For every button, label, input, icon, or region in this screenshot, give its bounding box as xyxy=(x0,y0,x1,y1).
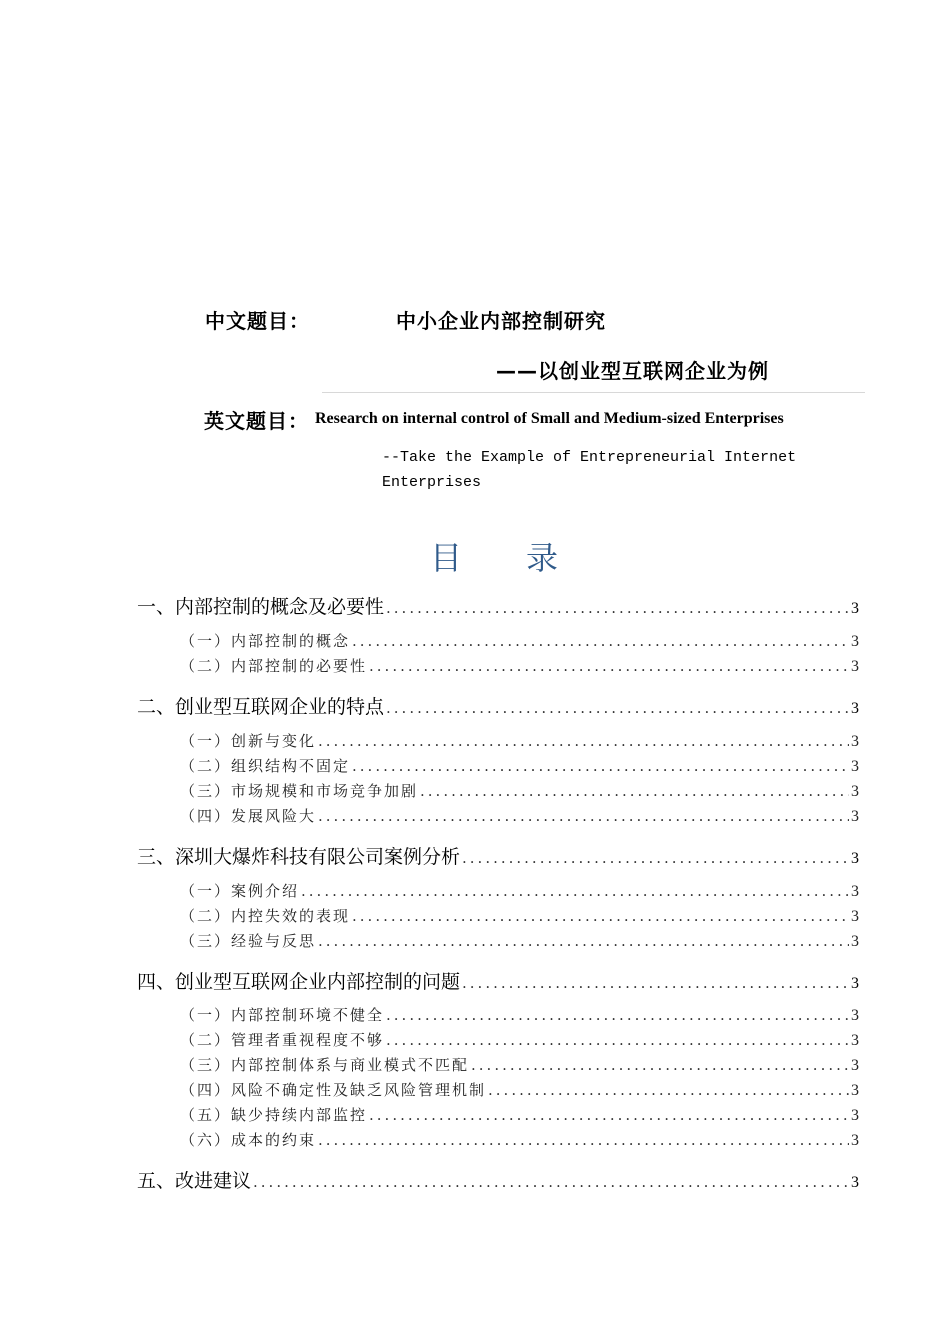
toc-entry-title: （二）管理者重视程度不够 xyxy=(180,1031,385,1049)
toc-entry-title: （二）内控失效的表现 xyxy=(180,907,351,925)
toc-page-number: 3 xyxy=(851,975,859,992)
toc-dot-leader xyxy=(462,849,849,867)
toc-subsection-entry[interactable] xyxy=(180,880,859,904)
toc-page-number: 3 xyxy=(851,733,859,750)
toc-section-entry[interactable] xyxy=(137,692,859,720)
toc-entry-title: （四）风险不确定性及缺乏风险管理机制 xyxy=(180,1081,487,1099)
toc-entry-title: （五）缺少持续内部监控 xyxy=(180,1106,368,1124)
toc-dot-leader xyxy=(318,807,849,825)
toc-section-entry[interactable] xyxy=(137,842,859,870)
chinese-subtitle: ——以创业型互联网企业为例 xyxy=(496,359,769,383)
toc-page-number: 3 xyxy=(851,908,859,925)
toc-page-number: 3 xyxy=(851,1032,859,1049)
toc-subsection-entry[interactable] xyxy=(180,805,859,829)
toc-page-number: 3 xyxy=(851,1107,859,1124)
toc-subsection-entry[interactable] xyxy=(180,630,859,654)
toc-subsection-entry[interactable] xyxy=(180,655,859,679)
toc-dot-leader xyxy=(386,699,849,717)
toc-page-number: 3 xyxy=(851,658,859,675)
toc-dot-leader xyxy=(420,782,849,800)
toc-entry-title: （一）内部控制环境不健全 xyxy=(180,1006,385,1024)
toc-page-number: 3 xyxy=(851,758,859,775)
toc-dot-leader xyxy=(462,974,849,992)
toc-entry-title: （二）内部控制的必要性 xyxy=(180,657,368,675)
toc-entry-title: 三、深圳大爆炸科技有限公司案例分析 xyxy=(137,846,461,868)
toc-entry-title: 一、内部控制的概念及必要性 xyxy=(137,596,385,618)
chinese-title-label: 中文题目： xyxy=(205,309,310,333)
toc-subsection-entry[interactable] xyxy=(180,1104,859,1128)
toc-dot-leader xyxy=(318,1131,849,1149)
toc-subsection-entry[interactable] xyxy=(180,1029,859,1053)
english-title: Research on internal control of Small and Medium-sized Enterprises xyxy=(315,410,784,427)
toc-dot-leader xyxy=(318,932,849,950)
toc-heading-right: 录 xyxy=(526,539,561,577)
toc-entry-title: （一）内部控制的概念 xyxy=(180,632,351,650)
toc-entry-title: （四）发展风险大 xyxy=(180,807,317,825)
toc-section-entry[interactable] xyxy=(137,1166,859,1194)
toc-page-number: 3 xyxy=(851,1057,859,1074)
toc-subsection-entry[interactable] xyxy=(180,1004,859,1028)
toc-section-entry[interactable] xyxy=(137,592,859,620)
toc-subsection-entry[interactable] xyxy=(180,1079,859,1103)
toc-dot-leader xyxy=(318,732,849,750)
chinese-title: 中小企业内部控制研究 xyxy=(396,309,606,333)
english-title-label: 英文题目： xyxy=(204,409,309,433)
toc-dot-leader xyxy=(352,632,849,650)
toc-page-number: 3 xyxy=(851,1007,859,1024)
toc-dot-leader xyxy=(352,757,849,775)
toc-dot-leader xyxy=(352,907,849,925)
toc-entry-title: （二）组织结构不固定 xyxy=(180,757,351,775)
toc-page-number: 3 xyxy=(851,1082,859,1099)
toc-page-number: 3 xyxy=(851,1174,859,1191)
toc-entry-title: 五、改进建议 xyxy=(137,1170,252,1192)
toc-subsection-entry[interactable] xyxy=(180,755,859,779)
toc-page-number: 3 xyxy=(851,600,859,617)
toc-page-number: 3 xyxy=(851,883,859,900)
toc-dot-leader xyxy=(369,657,849,675)
toc-entry-title: （六）成本的约束 xyxy=(180,1131,317,1149)
toc-entry-title: （一）创新与变化 xyxy=(180,732,317,750)
toc-entry-title: （一）案例介绍 xyxy=(180,882,300,900)
toc-subsection-entry[interactable] xyxy=(180,930,859,954)
toc-entry-title: 四、创业型互联网企业内部控制的问题 xyxy=(137,971,461,993)
toc-entry-title: （三）内部控制体系与商业模式不匹配 xyxy=(180,1056,470,1074)
toc-dot-leader xyxy=(471,1056,849,1074)
toc-dot-leader xyxy=(386,1006,849,1024)
toc-section-entry[interactable] xyxy=(137,967,859,995)
toc-dot-leader xyxy=(488,1081,849,1099)
toc-page-number: 3 xyxy=(851,933,859,950)
toc-heading-left: 目 xyxy=(430,539,465,577)
toc-page-number: 3 xyxy=(851,783,859,800)
toc-subsection-entry[interactable] xyxy=(180,780,859,804)
toc-subsection-entry[interactable] xyxy=(180,905,859,929)
toc-dot-leader xyxy=(301,882,849,900)
toc-page-number: 3 xyxy=(851,1132,859,1149)
toc-subsection-entry[interactable] xyxy=(180,1054,859,1078)
toc-entry-title: 二、创业型互联网企业的特点 xyxy=(137,696,385,718)
toc-page-number: 3 xyxy=(851,808,859,825)
toc-dot-leader xyxy=(386,599,849,617)
toc-subsection-entry[interactable] xyxy=(180,730,859,754)
toc-page-number: 3 xyxy=(851,850,859,867)
toc-subsection-entry[interactable] xyxy=(180,1129,859,1153)
toc-dot-leader xyxy=(386,1031,849,1049)
toc-entry-title: （三）经验与反思 xyxy=(180,932,317,950)
toc-dot-leader xyxy=(253,1173,849,1191)
english-subtitle: --Take the Example of Entrepreneurial Internet Enterprises xyxy=(382,449,797,491)
toc-page-number: 3 xyxy=(851,633,859,650)
toc-entry-title: （三）市场规模和市场竞争加剧 xyxy=(180,782,419,800)
toc-dot-leader xyxy=(369,1106,849,1124)
toc-page-number: 3 xyxy=(851,700,859,717)
